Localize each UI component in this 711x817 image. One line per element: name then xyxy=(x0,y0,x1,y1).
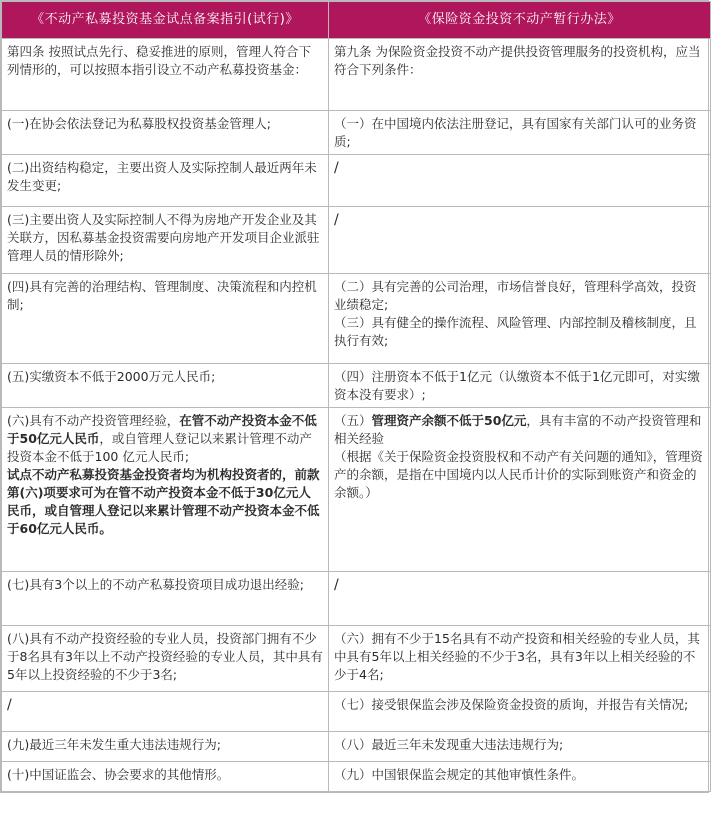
cell-text: （三）具有健全的操作流程、风险管理、内部控制及稽核制度，且执行有效; xyxy=(334,315,697,348)
cell-text: （七）接受银保监会涉及保险资金投资的质询，并报告有关情况; xyxy=(334,697,689,712)
cell-left xyxy=(2,572,329,626)
cell-text: （五） xyxy=(334,413,372,428)
cell-left xyxy=(2,626,329,692)
cell-text: （一）在中国境内依法注册登记，具有国家有关部门认可的业务资质; xyxy=(334,116,697,149)
cell-right xyxy=(329,572,711,626)
cell-text: (八)具有不动产投资经验的专业人员，投资部门拥有不少于8名具有3年以上不动产投资经验的专业人员，其中具有5年以上投资经验的不少于3名; xyxy=(7,631,323,682)
cell-text: (三)主要出资人及实际控制人不得为房地产开发企业及其关联方，因私募基金投资需要向房地产开发项目企业派驻管理人员的情形除外; xyxy=(7,212,320,263)
table-header-row xyxy=(2,2,711,39)
cell-right xyxy=(329,274,711,364)
header-left: 《不动产私募投资基金试点备案指引(试行)》 xyxy=(2,2,329,39)
table-row xyxy=(2,207,711,274)
cell-text: (四)具有完善的治理结构、管理制度、决策流程和内控机制; xyxy=(7,279,317,312)
table-row xyxy=(2,155,711,207)
table-row xyxy=(2,408,711,572)
table-row xyxy=(2,274,711,364)
cell-right xyxy=(329,207,711,274)
cell-left xyxy=(2,408,329,572)
cell-text: (六)具有不动产投资管理经验， xyxy=(7,413,180,428)
cell-text: (九)最近三年未发生重大违法违规行为; xyxy=(7,737,221,752)
cell-text-bold: 管理资产余额不低于50亿元 xyxy=(371,413,527,428)
table-row xyxy=(2,732,711,762)
cell-text: / xyxy=(334,577,339,593)
cell-text: ，具有丰富的不动产投资管理和相关经验 xyxy=(334,413,702,446)
cell-right xyxy=(329,692,711,732)
cell-text-bold: 在管不动产投资本金不低于50亿元人民币 xyxy=(7,413,317,446)
cell-left xyxy=(2,692,329,732)
cell-text: / xyxy=(7,697,12,713)
cell-left xyxy=(2,364,329,408)
cell-left xyxy=(2,207,329,274)
cell-text: / xyxy=(334,160,339,176)
table-row xyxy=(2,39,711,111)
cell-right xyxy=(329,626,711,692)
cell-text: （八）最近三年未发现重大违法违规行为; xyxy=(334,737,564,752)
cell-text: 第四条 按照试点先行、稳妥推进的原则，管理人符合下列情形的，可以按照本指引设立不动产私募投资基金： xyxy=(7,44,311,77)
cell-text: (十)中国证监会、协会要求的其他情形。 xyxy=(7,767,230,782)
cell-text-bold: 试点不动产私募投资基金投资者均为机构投资者的，前款第(六)项要求可为在管不动产投资本金不低于30亿元人民币，或自管理人登记以来累计管理不动产投资本金不低于60亿元人民币。 xyxy=(7,467,320,536)
cell-left xyxy=(2,274,329,364)
table-row xyxy=(2,364,711,408)
comparison-table xyxy=(1,1,711,792)
table-row xyxy=(2,111,711,155)
table-row xyxy=(2,572,711,626)
cell-text: 第九条 为保险资金投资不动产提供投资管理服务的投资机构，应当符合下列条件： xyxy=(334,44,701,77)
cell-text: (五)实缴资本不低于2000万元人民币; xyxy=(7,369,216,384)
cell-left xyxy=(2,39,329,111)
cell-right xyxy=(329,364,711,408)
cell-text: ，或自管理人登记以来累计管理不动产投资本金不低于100 亿元人民币; xyxy=(7,431,312,464)
cell-text: （根据《关于保险资金投资股权和不动产有关问题的通知》，管理资产的余额，是指在中国境内以人民币计价的实际到账资产和资金的余额。） xyxy=(334,449,703,500)
cell-left xyxy=(2,732,329,762)
cell-right xyxy=(329,762,711,792)
cell-left xyxy=(2,155,329,207)
cell-text: （九）中国银保监会规定的其他审慎性条件。 xyxy=(334,767,585,782)
cell-text: (一)在协会依法登记为私募股权投资基金管理人; xyxy=(7,116,271,131)
cell-right xyxy=(329,111,711,155)
cell-left xyxy=(2,111,329,155)
table-row xyxy=(2,762,711,792)
cell-text: (七)具有3个以上的不动产私募投资项目成功退出经验; xyxy=(7,577,304,592)
table-row xyxy=(2,626,711,692)
cell-text: (二)出资结构稳定，主要出资人及实际控制人最近两年未发生变更; xyxy=(7,160,317,193)
cell-right xyxy=(329,732,711,762)
cell-right xyxy=(329,39,711,111)
cell-text: （二）具有完善的公司治理，市场信誉良好，管理科学高效，投资业绩稳定; xyxy=(334,279,697,312)
cell-left xyxy=(2,762,329,792)
cell-right xyxy=(329,155,711,207)
cell-text: （四）注册资本不低于1亿元（认缴资本不低于1亿元即可，对实缴资本没有要求）; xyxy=(334,369,700,402)
cell-text: （六）拥有不少于15名具有不动产投资和相关经验的专业人员，其中具有5年以上相关经验的不少于3名，具有3年以上相关经验的不少于4名; xyxy=(334,631,700,682)
table-row xyxy=(2,692,711,732)
cell-text: / xyxy=(334,212,339,228)
cell-right xyxy=(329,408,711,572)
header-right: 《保险资金投资不动产暂行办法》 xyxy=(329,2,711,39)
